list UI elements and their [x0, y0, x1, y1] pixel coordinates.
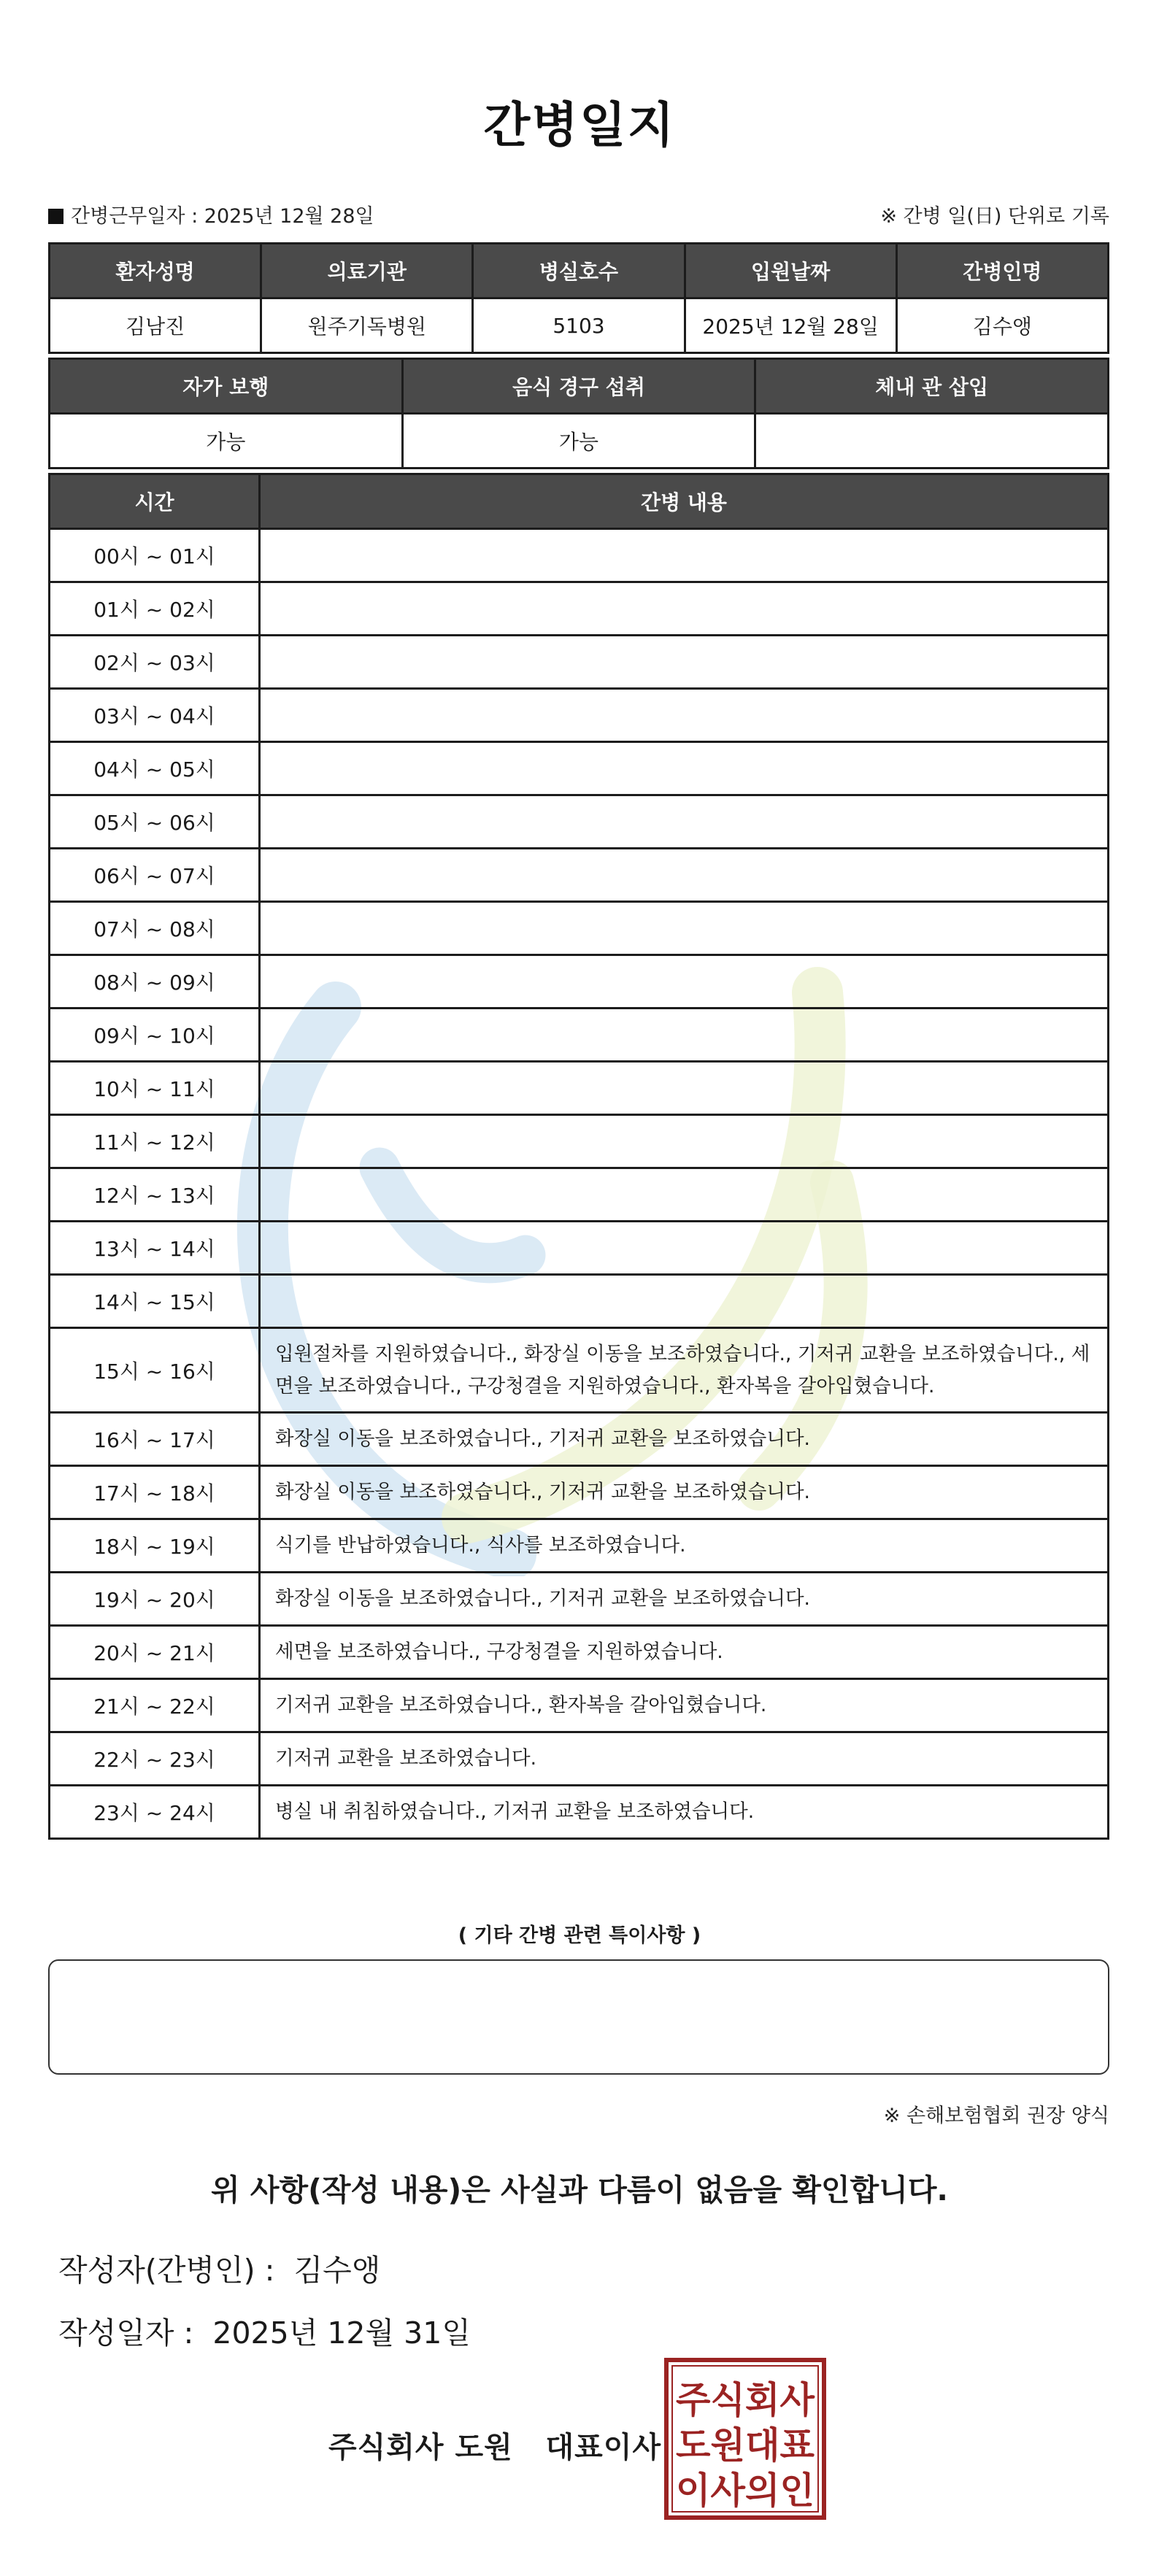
write-date-value: 2025년 12월 31일: [212, 2315, 471, 2351]
time-cell: 07시 ~ 08시: [50, 902, 260, 955]
company-seal-stamp: [663, 2357, 827, 2521]
content-cell: [260, 1009, 1109, 1062]
header-hospital: 의료기관: [261, 244, 473, 298]
caregiver-name: 김수앵: [896, 298, 1108, 353]
work-date-line: [48, 200, 374, 228]
time-cell: 03시 ~ 04시: [50, 689, 260, 742]
header-admission-date: 입원날짜: [685, 244, 896, 298]
time-cell: 12시 ~ 13시: [50, 1168, 260, 1222]
company-title: 대표이사: [545, 2431, 662, 2464]
content-cell: [260, 1115, 1109, 1168]
table-row: [50, 1115, 1109, 1168]
content-cell: 병실 내 취침하였습니다., 기저귀 교환을 보조하였습니다.: [260, 1786, 1109, 1839]
content-cell: [260, 582, 1109, 636]
patient-name: 김남진: [50, 298, 261, 353]
table-row: [50, 1732, 1109, 1786]
admission-date: 2025년 12월 28일: [685, 298, 896, 353]
content-cell: [260, 1168, 1109, 1222]
content-cell: 식기를 반납하였습니다., 식사를 보조하였습니다.: [260, 1519, 1109, 1573]
content-cell: 화장실 이동을 보조하였습니다., 기저귀 교환을 보조하였습니다.: [260, 1573, 1109, 1626]
table-row: [50, 582, 1109, 636]
table-row: [50, 1519, 1109, 1573]
time-cell: 01시 ~ 02시: [50, 582, 260, 636]
time-cell: 11시 ~ 12시: [50, 1115, 260, 1168]
work-date-label: 간병근무일자 :: [71, 205, 199, 228]
time-cell: 10시 ~ 11시: [50, 1062, 260, 1115]
table-row: [50, 795, 1109, 849]
table-row: [50, 1466, 1109, 1519]
table-row: [50, 955, 1109, 1009]
time-cell: 13시 ~ 14시: [50, 1222, 260, 1275]
header-room: 병실호수: [473, 244, 685, 298]
content-cell: [260, 795, 1109, 849]
table-row: [50, 1168, 1109, 1222]
write-date-label: 작성일자 :: [58, 2315, 194, 2351]
time-cell: 18시 ~ 19시: [50, 1519, 260, 1573]
confirmation-statement: 위 사항(작성 내용)은 사실과 다름이 없음을 확인합니다.: [210, 2172, 949, 2207]
content-cell: 화장실 이동을 보조하였습니다., 기저귀 교환을 보조하였습니다.: [260, 1413, 1109, 1466]
table-row: [50, 849, 1109, 902]
remarks-title: ( 기타 간병 관련 특이사항 ): [458, 1924, 701, 1947]
remarks-box: [48, 1959, 1109, 2075]
content-cell: [260, 742, 1109, 795]
content-cell: [260, 902, 1109, 955]
content-cell: [260, 529, 1109, 582]
table-row: [50, 742, 1109, 795]
writer-label: 작성자(간병인) :: [58, 2253, 275, 2288]
company-line: [328, 2424, 661, 2466]
time-cell: 20시 ~ 21시: [50, 1626, 260, 1679]
content-cell: 기저귀 교환을 보조하였습니다.: [260, 1732, 1109, 1786]
header-self-walking: 자가 보행: [50, 359, 403, 414]
table-row: [50, 636, 1109, 689]
table-row: [50, 1275, 1109, 1328]
content-cell: [260, 849, 1109, 902]
page-title: 간병일지: [483, 97, 676, 153]
time-cell: 15시 ~ 16시: [50, 1328, 260, 1413]
time-cell: 02시 ~ 03시: [50, 636, 260, 689]
content-cell: [260, 636, 1109, 689]
content-cell: 화장실 이동을 보조하였습니다., 기저귀 교환을 보조하였습니다.: [260, 1466, 1109, 1519]
work-date-value: 2025년 12월 28일: [204, 205, 374, 228]
header-caregiver: 간병인명: [896, 244, 1108, 298]
content-cell: [260, 1275, 1109, 1328]
room-number: 5103: [473, 298, 685, 353]
table-row: [50, 1222, 1109, 1275]
seal-text-line: 이사의인: [676, 2469, 815, 2512]
content-cell: [260, 1222, 1109, 1275]
table-row: [50, 1009, 1109, 1062]
content-cell: [260, 955, 1109, 1009]
writer-name: 김수앵: [293, 2253, 381, 2288]
seal-text-line: 도원대표: [676, 2424, 815, 2467]
time-cell: 16시 ~ 17시: [50, 1413, 260, 1466]
time-cell: 00시 ~ 01시: [50, 529, 260, 582]
time-cell: 04시 ~ 05시: [50, 742, 260, 795]
write-date-line: [58, 2309, 471, 2352]
time-cell: 06시 ~ 07시: [50, 849, 260, 902]
table-row: [50, 689, 1109, 742]
patient-info-table: [48, 242, 1109, 354]
time-cell: 22시 ~ 23시: [50, 1732, 260, 1786]
table-row: [50, 1062, 1109, 1115]
time-cell: 19시 ~ 20시: [50, 1573, 260, 1626]
table-row: [50, 1679, 1109, 1732]
content-cell: [260, 689, 1109, 742]
table-row: [50, 529, 1109, 582]
header-patient-name: 환자성명: [50, 244, 261, 298]
self-walking-value: 가능: [50, 414, 403, 468]
remarks-text: [50, 1961, 1108, 1981]
table-row: [50, 1413, 1109, 1466]
content-cell: 기저귀 교환을 보조하였습니다., 환자복을 갈아입혔습니다.: [260, 1679, 1109, 1732]
square-bullet-icon: [48, 209, 63, 224]
header-oral-intake: 음식 경구 섭취: [402, 359, 755, 414]
writer-line: [58, 2246, 380, 2289]
seal-text-line: 주식회사: [676, 2379, 815, 2421]
content-cell: [260, 1062, 1109, 1115]
table-row: [50, 1573, 1109, 1626]
header-care-content: 간병 내용: [260, 474, 1109, 529]
time-cell: 17시 ~ 18시: [50, 1466, 260, 1519]
content-cell: 입원절차를 지원하였습니다., 화장실 이동을 보조하였습니다., 기저귀 교환을 보조하였습니다., 세면을 보조하였습니다., 구강청결을 지원하였습니다., 환자복을 갈아입혔습니다.: [260, 1328, 1109, 1413]
header-time: 시간: [50, 474, 260, 529]
table-row: [50, 1328, 1109, 1413]
oral-intake-value: 가능: [402, 414, 755, 468]
care-log-table: [48, 473, 1109, 1840]
unit-note: ※ 간병 일(日) 단위로 기록: [880, 205, 1109, 228]
content-cell: 세면을 보조하였습니다., 구강청결을 지원하였습니다.: [260, 1626, 1109, 1679]
source-note: ※ 손해보험협회 권장 양식: [883, 2105, 1109, 2127]
time-cell: 23시 ~ 24시: [50, 1786, 260, 1839]
time-cell: 14시 ~ 15시: [50, 1275, 260, 1328]
table-row: [50, 1626, 1109, 1679]
hospital-name: 원주기독병원: [261, 298, 473, 353]
time-cell: 09시 ~ 10시: [50, 1009, 260, 1062]
tube-insertion-value: [755, 414, 1109, 468]
table-row: [50, 902, 1109, 955]
table-row: [50, 1786, 1109, 1839]
header-tube-insertion: 체내 관 삽입: [755, 359, 1109, 414]
time-cell: 08시 ~ 09시: [50, 955, 260, 1009]
time-cell: 21시 ~ 22시: [50, 1679, 260, 1732]
time-cell: 05시 ~ 06시: [50, 795, 260, 849]
company-name: 주식회사 도원: [328, 2431, 513, 2464]
patient-status-table: [48, 358, 1109, 469]
